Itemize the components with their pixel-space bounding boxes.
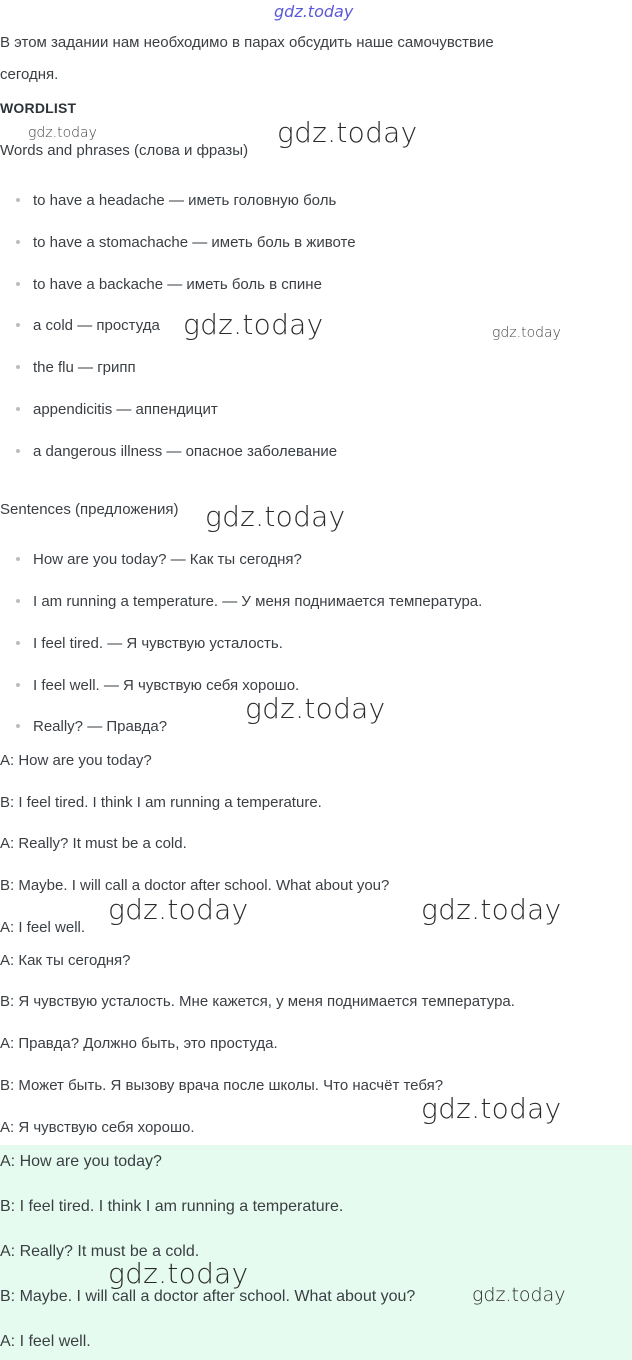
list-item: appendicitis — аппендицит bbox=[16, 400, 218, 420]
dialogue-line: A: Как ты сегодня? bbox=[0, 952, 131, 969]
dialogue-line: B: Maybe. I will call a doctor after school. What about you? bbox=[0, 877, 390, 894]
list-item: to have a stomachache — иметь боль в животе bbox=[16, 233, 356, 253]
words-title: Words and phrases (слова и фразы) bbox=[0, 142, 249, 159]
list-item: to have a headache — иметь головную боль bbox=[16, 191, 336, 211]
list-item: a cold — простуда bbox=[16, 316, 160, 336]
list-item: I feel tired. — Я чувствую усталость. bbox=[16, 634, 283, 654]
dialogue-line: B: I feel tired. I think I am running a temperature. bbox=[0, 794, 322, 811]
answer-line: B: I feel tired. I think I am running a temperature. bbox=[0, 1198, 344, 1215]
bullet-icon bbox=[16, 557, 20, 561]
dialogue-line: A: I feel well. bbox=[0, 919, 86, 936]
answer-line: A: How are you today? bbox=[0, 1153, 162, 1170]
list-item: I am running a temperature. — У меня поднимается температура. bbox=[16, 592, 482, 612]
bullet-icon bbox=[16, 198, 20, 202]
answer-line: B: Maybe. I will call a doctor after school. What about you? bbox=[0, 1288, 416, 1305]
list-item: to have a backache — иметь боль в спине bbox=[16, 275, 322, 295]
dialogue-line: B: Я чувствую усталость. Мне кажется, у меня поднимается температура. bbox=[0, 993, 515, 1010]
bullet-icon bbox=[16, 641, 20, 645]
dialogue-line: A: Я чувствую себя хорошо. bbox=[0, 1119, 195, 1136]
dialogue-line: A: Правда? Должно быть, это простуда. bbox=[0, 1035, 278, 1052]
watermark: gdz.today bbox=[108, 1257, 249, 1290]
list-item: How are you today? — Как ты сегодня? bbox=[16, 550, 302, 570]
watermark: gdz.today bbox=[277, 116, 418, 149]
watermark: gdz.today bbox=[492, 325, 561, 341]
answer-line: A: I feel well. bbox=[0, 1333, 91, 1350]
list-item: Really? — Правда? bbox=[16, 717, 167, 737]
bullet-icon bbox=[16, 449, 20, 453]
bullet-icon bbox=[16, 599, 20, 603]
watermark-top: gdz.today bbox=[274, 2, 354, 21]
watermark: gdz.today bbox=[421, 1092, 562, 1125]
answer-line: A: Really? It must be a cold. bbox=[0, 1243, 200, 1260]
intro-text: В этом задании нам необходимо в парах обсудить наше самочувствие bbox=[0, 34, 494, 51]
list-item: I feel well. — Я чувствую себя хорошо. bbox=[16, 676, 299, 696]
watermark: gdz.today bbox=[472, 1284, 566, 1306]
dialogue-line: B: Может быть. Я вызову врача после школы. Что насчёт тебя? bbox=[0, 1077, 444, 1094]
intro-text: сегодня. bbox=[0, 66, 59, 83]
watermark: gdz.today bbox=[108, 893, 249, 926]
bullet-icon bbox=[16, 240, 20, 244]
bullet-icon bbox=[16, 323, 20, 327]
watermark: gdz.today bbox=[205, 500, 346, 533]
list-item: a dangerous illness — опасное заболевание bbox=[16, 442, 337, 462]
bullet-icon bbox=[16, 407, 20, 411]
watermark: gdz.today bbox=[245, 692, 386, 725]
wordlist-heading: WORDLIST bbox=[0, 100, 77, 116]
dialogue-line: A: Really? It must be a cold. bbox=[0, 835, 187, 852]
watermark: gdz.today bbox=[421, 893, 562, 926]
dialogue-line: A: How are you today? bbox=[0, 752, 152, 769]
bullet-icon bbox=[16, 282, 20, 286]
list-item: the flu — грипп bbox=[16, 358, 136, 378]
bullet-icon bbox=[16, 683, 20, 687]
bullet-icon bbox=[16, 724, 20, 728]
watermark: gdz.today bbox=[28, 125, 97, 141]
watermark: gdz.today bbox=[183, 308, 324, 341]
bullet-icon bbox=[16, 365, 20, 369]
sentences-title: Sentences (предложения) bbox=[0, 501, 179, 518]
